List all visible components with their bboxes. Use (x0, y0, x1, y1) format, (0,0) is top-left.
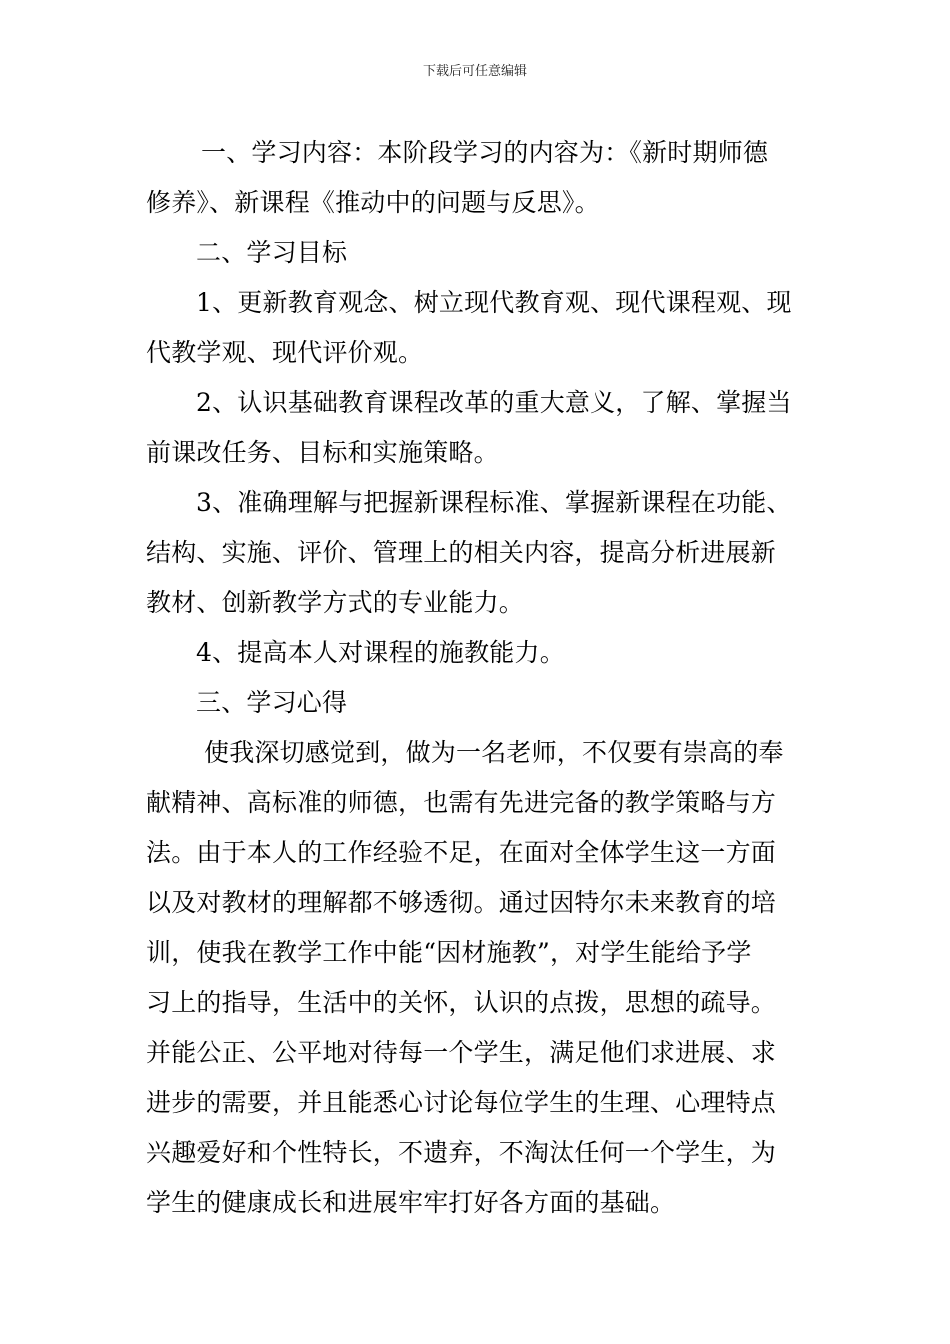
paragraph-line: 结构、实施、评价、管理上的相关内容，提高分析进展新 (146, 538, 777, 567)
paragraph-line: 修养》、新课程《推动中的问题与反思》。 (146, 188, 600, 217)
paragraph-line: 献精神、高标准的师德，也需有先进完备的教学策略与方 (146, 788, 777, 817)
paragraph-line: 法。由于本人的工作经验不足，在面对全体学生这一方面 (146, 838, 777, 867)
section-heading: 三、学习心得 (196, 688, 348, 717)
paragraph-line: 教材、创新教学方式的专业能力。 (146, 588, 525, 617)
paragraph-line: 学生的健康成长和进展牢牢打好各方面的基础。 (146, 1188, 676, 1217)
list-item: 4、提高本人对课程的施教能力。 (196, 638, 565, 667)
paragraph-line: 一、学习内容：本阶段学习的内容为：《新时期师德 (201, 138, 769, 167)
list-item: 1、更新教育观念、树立现代教育观、现代课程观、现 (196, 288, 792, 317)
paragraph-line: 以及对教材的理解都不够透彻。通过因特尔未来教育的培 (146, 888, 777, 917)
page-header: 下载后可任意编辑 (422, 64, 527, 79)
paragraph-line: 兴趣爱好和个性特长，不遗弃，不淘汰任何一个学生，为 (146, 1138, 777, 1167)
paragraph-line: 代教学观、现代评价观。 (146, 338, 424, 367)
paragraph-line: 训，使我在教学工作中能“因材施教”，对学生能给予学 (146, 938, 752, 967)
paragraph-line: 使我深切感觉到，做为一名老师，不仅要有崇高的奉 (204, 738, 784, 767)
paragraph-line: 习上的指导，生活中的关怀，认识的点拨，思想的疏导。 (146, 988, 777, 1017)
document-body (146, 128, 808, 1228)
list-item: 2、认识基础教育课程改革的重大意义，了解、掌握当 (196, 388, 792, 417)
paragraph-line: 前课改任务、目标和实施策略。 (146, 438, 499, 467)
paragraph-line: 进步的需要，并且能悉心讨论每位学生的生理、心理特点 (146, 1088, 777, 1117)
list-item: 3、准确理解与把握新课程标准、掌握新课程在功能、 (196, 488, 792, 517)
paragraph-line: 并能公正、公平地对待每一个学生，满足他们求进展、求 (146, 1038, 777, 1067)
section-heading: 二、学习目标 (196, 238, 348, 267)
